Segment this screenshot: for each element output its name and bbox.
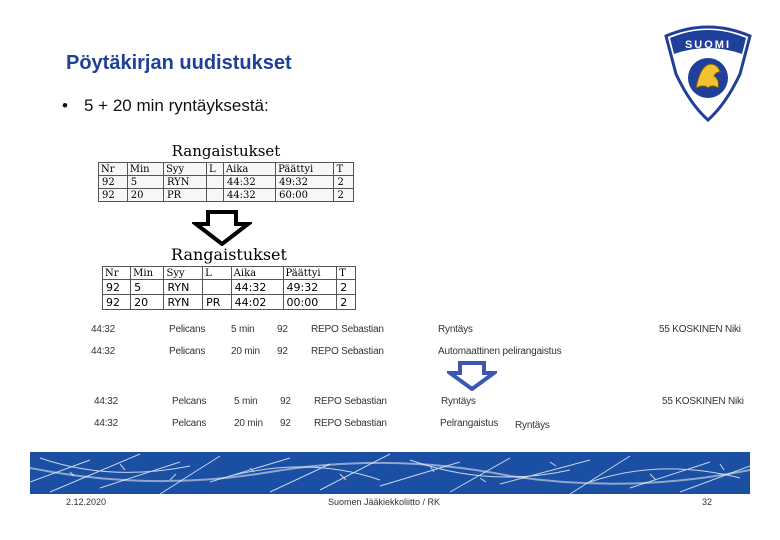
row-player: REPO Sebastian [311,324,384,335]
cell: 20 [131,295,164,310]
header-l: L [203,267,232,280]
blue-down-arrow-icon [447,361,497,391]
cell [207,176,224,189]
cell: PR [163,189,206,202]
header-l: L [207,163,224,176]
cell: 60:00 [276,189,334,202]
header-nr: Nr [103,267,131,280]
header-syy: Syy [164,267,203,280]
row-time: 44:32 [94,418,119,429]
cell: RYN [164,280,203,295]
row-player: REPO Sebastian [314,418,387,429]
row-reason: Ryntäys [438,324,473,335]
header-paattyi: Päättyi [283,267,337,280]
slide-title: Pöytäkirjan uudistukset [66,52,292,74]
system-row [85,342,745,356]
row-reason: Automaattinen pelirangaistus [438,346,562,356]
table-header-row [103,267,356,280]
row-duration: 20 min [231,346,260,356]
system-row [85,414,745,434]
row-other: 55 KOSKINEN Niki [659,324,741,335]
row-time: 44:32 [91,324,116,335]
header-min: Min [127,163,163,176]
cell: 2 [334,176,354,189]
cell: RYN [163,176,206,189]
cell: 92 [99,176,128,189]
cell: 2 [337,295,356,310]
header-aika: Aika [231,267,283,280]
ice-scratch-pattern [30,452,750,494]
new-table-caption: Rangaistukset [171,245,287,264]
row-reason: Pelrangaistus [440,418,498,429]
table-row [103,280,356,295]
logo-text: SUOMI [684,39,732,51]
cell: 5 [127,176,163,189]
cell: 2 [334,189,354,202]
cell: 2 [337,280,356,295]
table-header-row [99,163,354,176]
row-time: 44:32 [94,396,119,407]
cell [203,280,232,295]
row-number: 92 [277,346,288,356]
cell [207,189,224,202]
row-duration: 20 min [234,418,263,429]
row-duration: 5 min [231,324,255,335]
table-row [99,176,354,189]
header-paattyi: Päättyi [276,163,334,176]
new-penalty-table [102,244,356,310]
ice-texture-band [30,452,750,494]
row-other: 55 KOSKINEN Niki [662,396,744,407]
header-syy: Syy [163,163,206,176]
row-team: Pelcans [172,396,207,407]
cell: 00:00 [283,295,337,310]
row-number: 92 [277,324,288,335]
bullet-text: 5 + 20 min ryntäyksestä: [84,96,269,115]
row-team: Pelicans [169,324,206,335]
row-reason-secondary: Ryntäys [515,420,550,431]
row-player: REPO Sebastian [314,396,387,407]
cell: 44:32 [223,176,275,189]
cell: 92 [103,295,131,310]
cell: 92 [99,189,128,202]
cell: 44:32 [231,280,283,295]
header-t: T [334,163,354,176]
old-penalty-table [98,140,354,202]
header-aika: Aika [223,163,275,176]
footer-date: 2.12.2020 [66,497,107,507]
table-row [103,295,356,310]
row-team: Pelicans [169,346,206,356]
cell: 5 [131,280,164,295]
suomi-logo [660,22,756,122]
row-player: REPO Sebastian [311,346,384,356]
row-time: 44:32 [91,346,116,356]
row-duration: 5 min [234,396,258,407]
header-t: T [337,267,356,280]
cell: RYN [164,295,203,310]
row-team: Pelcans [172,418,207,429]
cell: 44:32 [223,189,275,202]
down-arrow-icon [192,210,252,246]
bullet-symbol: • [62,96,68,115]
footer-organization: Suomen Jääkiekkoliitto / RK [328,497,441,507]
row-number: 92 [280,396,291,407]
system-row [85,392,745,412]
header-min: Min [131,267,164,280]
header-nr: Nr [99,163,128,176]
cell: PR [203,295,232,310]
bullet-item [62,96,269,116]
footer-page-number: 32 [702,497,713,507]
cell: 92 [103,280,131,295]
cell: 44:02 [231,295,283,310]
system-row [85,320,745,340]
table-row [99,189,354,202]
cell: 20 [127,189,163,202]
cell: 49:32 [283,280,337,295]
row-number: 92 [280,418,291,429]
old-table-caption: Rangaistukset [171,142,281,160]
row-reason: Ryntäys [441,396,476,407]
cell: 49:32 [276,176,334,189]
